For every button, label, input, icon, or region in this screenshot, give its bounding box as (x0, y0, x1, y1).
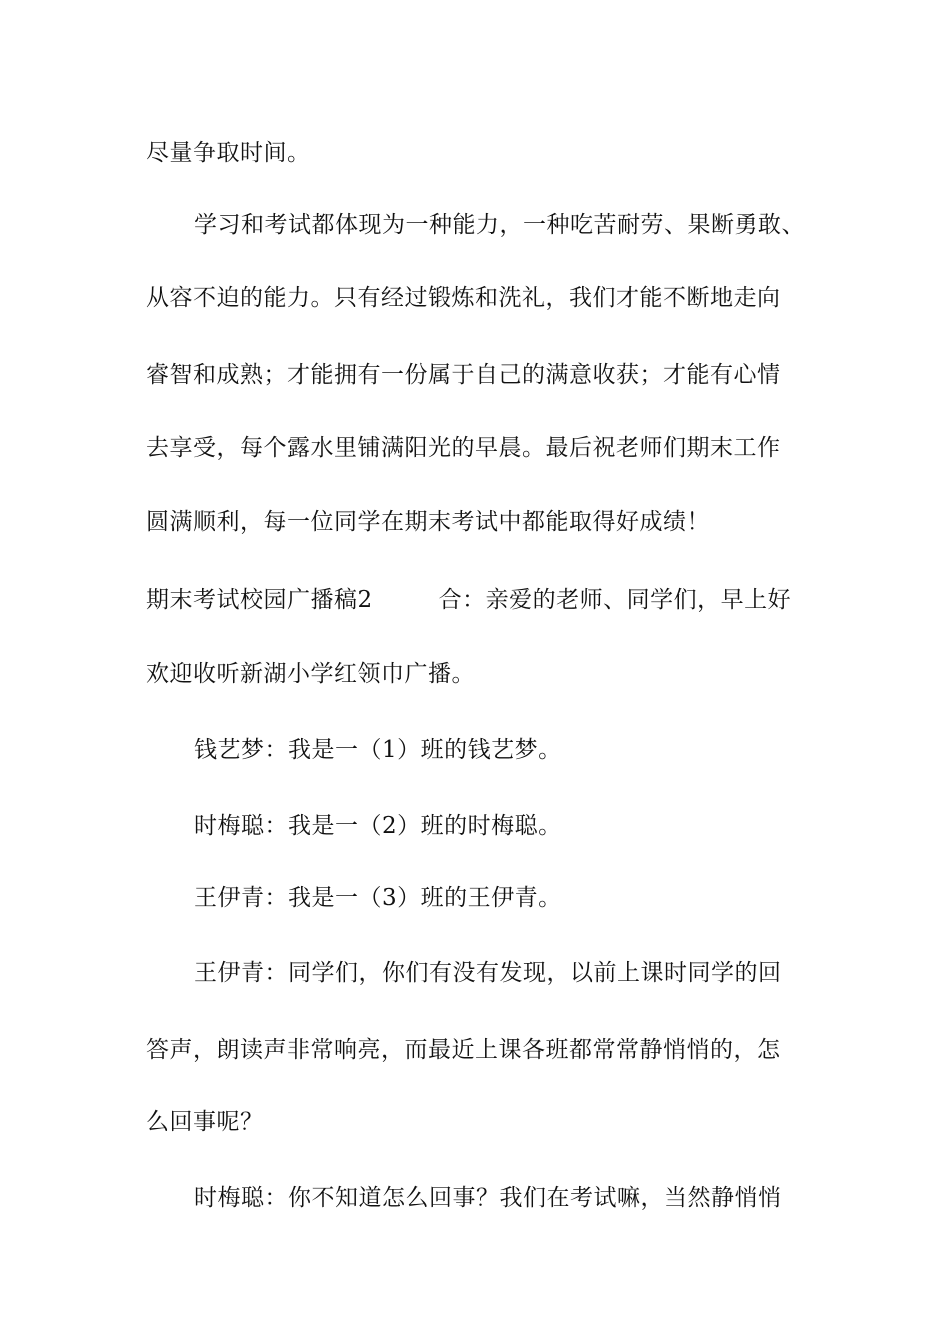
paragraph-line: 尽量争取时间。 (146, 140, 311, 166)
section-heading: 期末考试校园广播稿2 (146, 587, 373, 613)
dialogue-line: 王伊青：我是一（3）班的王伊青。 (194, 885, 562, 911)
paragraph-line: 去享受，每个露水里铺满阳光的早晨。最后祝老师们期末工作 (146, 435, 781, 461)
paragraph-line: 睿智和成熟；才能拥有一份属于自己的满意收获；才能有心情 (146, 362, 781, 388)
paragraph-line: 么回事呢？ (146, 1109, 264, 1135)
paragraph-line: 欢迎收听新湖小学红领巾广播。 (146, 661, 475, 687)
paragraph-line: 学习和考试都体现为一种能力，一种吃苦耐劳、果断勇敢、 (194, 212, 805, 238)
paragraph-line: 圆满顺利，每一位同学在期末考试中都能取得好成绩！ (146, 509, 710, 535)
paragraph-line: 答声，朗读声非常响亮，而最近上课各班都常常静悄悄的，怎 (146, 1037, 781, 1063)
paragraph-line: 合：亲爱的老师、同学们，早上好 (438, 587, 792, 613)
paragraph-line: 从容不迫的能力。只有经过锻炼和洗礼，我们才能不断地走向 (146, 285, 781, 311)
dialogue-line: 王伊青：同学们，你们有没有发现，以前上课时同学的回 (194, 960, 782, 986)
dialogue-line: 时梅聪：你不知道怎么回事？我们在考试嘛，当然静悄悄 (194, 1185, 782, 1211)
section-heading-line (146, 585, 826, 615)
dialogue-line: 时梅聪：我是一（2）班的时梅聪。 (194, 813, 562, 839)
dialogue-line: 钱艺梦：我是一（1）班的钱艺梦。 (194, 737, 562, 763)
